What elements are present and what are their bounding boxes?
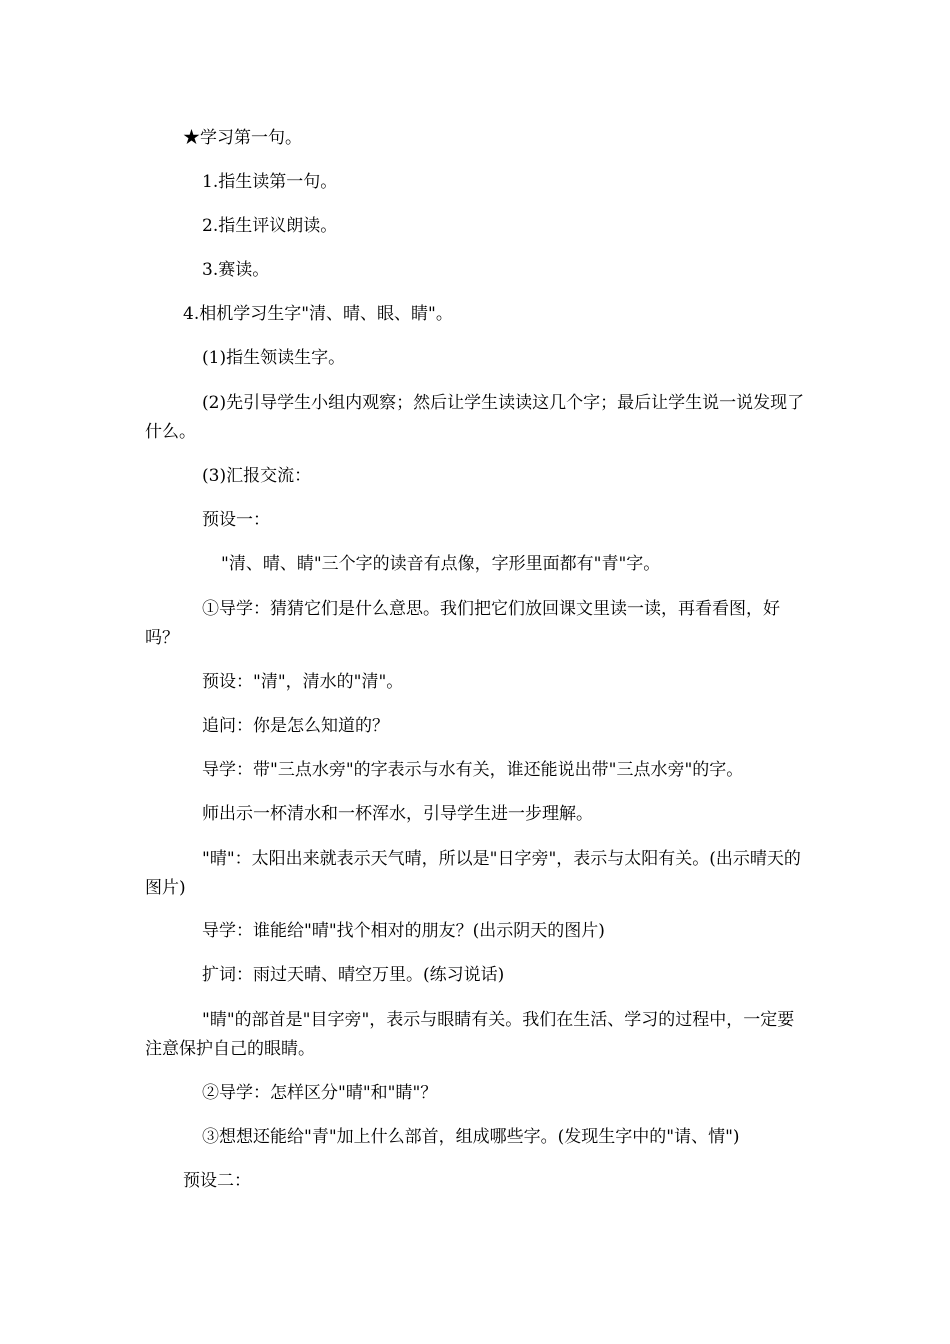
preset-label: 预设二： [183,1171,251,1191]
body-paragraph: 预设："清"，清水的"清"。 [202,672,404,692]
body-paragraph: "清、晴、睛"三个字的读音有点像，字形里面都有"青"字。 [221,554,661,574]
body-paragraph: "晴"：太阳出来就表示天气晴，所以是"日字旁"，表示与太阳有关。(出示晴天的图片) [145,849,801,898]
body-paragraph: 追问：你是怎么知道的？ [202,716,389,736]
sub-step-item: (3)汇报交流： [202,466,312,486]
body-paragraph: "睛"的部首是"目字旁"，表示与眼睛有关。我们在生活、学习的过程中，一定要注意保护自己的眼睛。 [145,1010,795,1059]
body-paragraph: ③想想还能给"青"加上什么部首，组成哪些字。(发现生字中的"请、情") [202,1127,740,1147]
body-paragraph: 导学：带"三点水旁"的字表示与水有关，谁还能说出带"三点水旁"的字。 [202,760,744,780]
body-paragraph: 师出示一杯清水和一杯浑水，引导学生进一步理解。 [202,804,593,824]
sub-step-item: (1)指生领读生字。 [202,348,346,368]
sub-step-item: (2)先引导学生小组内观察；然后让学生读读这几个字；最后让学生说一说发现了什么。 [145,393,805,442]
body-paragraph: 扩词：雨过天晴、晴空万里。(练习说话) [202,965,505,985]
step-item: 1.指生读第一句。 [202,172,338,192]
body-paragraph: ①导学：猜猜它们是什么意思。我们把它们放回课文里读一读，再看看图，好吗？ [145,599,780,648]
preset-label: 预设一： [202,510,270,530]
step-item: 4.相机学习生字"清、晴、眼、睛"。 [183,304,453,324]
step-item: 3.赛读。 [202,260,270,280]
body-paragraph: 导学：谁能给"晴"找个相对的朋友？(出示阴天的图片) [202,921,605,941]
step-item: 2.指生评议朗读。 [202,216,338,236]
section-heading: ★学习第一句。 [183,128,302,148]
body-paragraph: ②导学：怎样区分"晴"和"睛"？ [202,1083,438,1103]
